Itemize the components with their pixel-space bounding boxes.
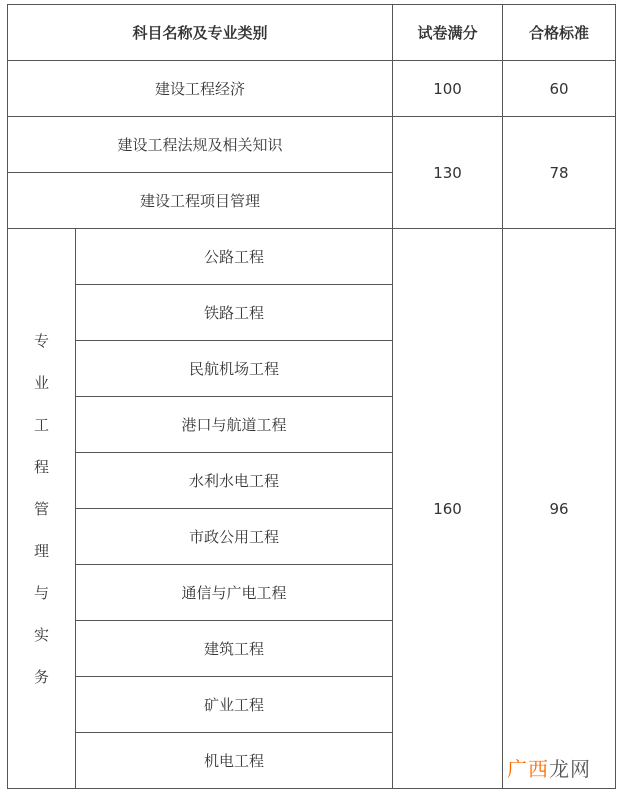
label-char: 程	[33, 457, 49, 476]
specialty-cell: 民航机场工程	[76, 341, 393, 397]
specialty-cell: 港口与航道工程	[76, 397, 393, 453]
exam-score-table	[7, 4, 616, 789]
header-row	[8, 5, 616, 61]
specialty-cell: 公路工程	[76, 229, 393, 285]
practice-category-label	[8, 229, 76, 789]
header-subject-category: 科目名称及专业类别	[8, 5, 393, 61]
full-score-cell: 100	[393, 61, 503, 117]
label-char: 理	[33, 541, 49, 560]
table-row	[8, 117, 616, 173]
pass-standard-cell: 96	[503, 229, 616, 789]
subject-cell: 建设工程经济	[8, 61, 393, 117]
full-score-cell: 130	[393, 117, 503, 229]
label-char: 务	[33, 667, 49, 686]
full-score-cell: 160	[393, 229, 503, 789]
specialty-cell: 铁路工程	[76, 285, 393, 341]
pass-standard-cell: 78	[503, 117, 616, 229]
watermark-rest: 龙网	[549, 757, 591, 781]
site-watermark	[507, 753, 591, 782]
table-row	[8, 229, 616, 285]
specialty-cell: 矿业工程	[76, 677, 393, 733]
subject-cell: 建设工程项目管理	[8, 173, 393, 229]
subject-cell: 建设工程法规及相关知识	[8, 117, 393, 173]
specialty-cell: 建筑工程	[76, 621, 393, 677]
specialty-cell: 水利水电工程	[76, 453, 393, 509]
specialty-cell: 机电工程	[76, 733, 393, 789]
header-pass-standard: 合格标准	[503, 5, 616, 61]
pass-standard-cell: 60	[503, 61, 616, 117]
label-char: 与	[33, 583, 49, 602]
label-char: 实	[33, 625, 49, 644]
label-char: 业	[33, 373, 49, 392]
label-char: 工	[33, 415, 49, 434]
header-full-score: 试卷满分	[393, 5, 503, 61]
table-row	[8, 61, 616, 117]
label-char: 管	[33, 499, 49, 518]
watermark-accent: 广西	[507, 757, 549, 781]
specialty-cell: 通信与广电工程	[76, 565, 393, 621]
specialty-cell: 市政公用工程	[76, 509, 393, 565]
label-char: 专	[33, 331, 49, 350]
